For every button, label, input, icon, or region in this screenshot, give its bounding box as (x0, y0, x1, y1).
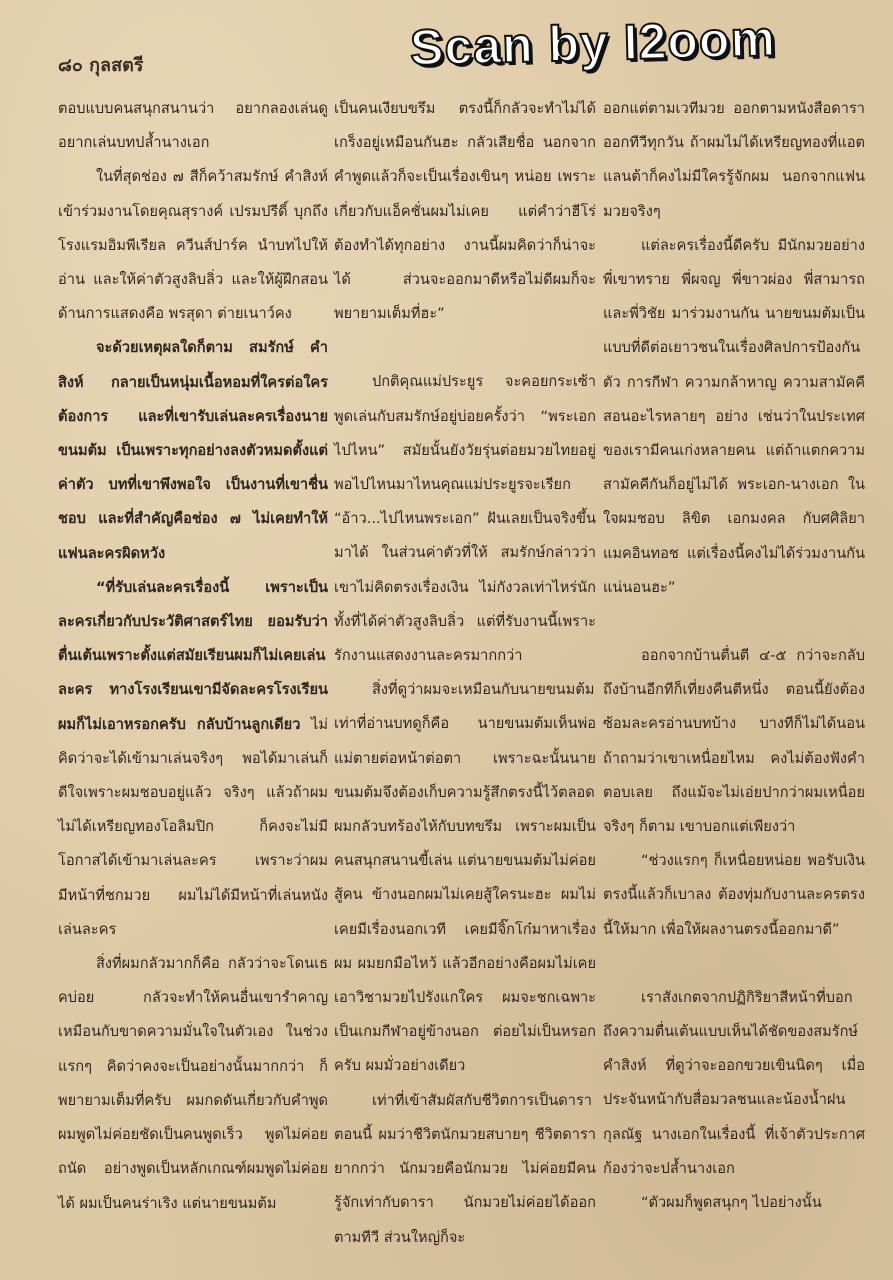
paragraph: สิ่งที่ผมกลัวมากก็คือ กลัวว่าจะโดนเธคบ่อย กลัวจะทำให้คนอื่นเขารำคาญ เหมือนกับขาดความมั่นใจในตัวเอง ในช่วงแรกๆ คิดว่าคงจะเป็นอย่างนั้นมากกว่า ก็พยายามเต็มที่ครับ ผมกดดันเกี่ยวกับคำพูด ผมพูดไม่ค่อยชัดเป็นคนพูดเร็ว พูดไม่ค่อยถนัด อย่างพูดเป็นหลักเกณฑ์ผมพูดไม่ค่อยได้ ผมเป็นคนร่าเริง แต่นายขนมต้ม (58, 955, 328, 1212)
scan-watermark: Scan by I2oom (409, 10, 777, 76)
quote-bold: “ที่รับเล่นละครเรื่องนี้ เพราะเป็นละครเกี่ยวกับประวัติศาสตร์ไทย ยอมรับว่าตื่นเต้นเพราะตั้งแต่สมัยเรียนผมก็ไม่เคยเล่นละคร ทางโรงเรียนเขามีจัดละครโรงเรียน ผมก็ไม่เอาหรอกครับ กลับบ้านลูกเดียว (58, 578, 328, 733)
paragraph: จะด้วยเหตุผลใดก็ตาม สมรักษ์ คำสิงห์ กลายเป็นหนุ่มเนื้อหอมที่ใครต่อใครต้องการ และที่เขารับเล่นละครเรื่องนายขนมต้ม เป็นเพราะทุกอย่างลงตัวหมดตั้งแต่ค่าตัว บทที่เขาพึงพอใจ เป็นงานที่เขาชื่นชอบ และที่สำคัญคือช่อง ๗ ไม่เคยทำให้แฟนละครผิดหวัง (58, 339, 328, 562)
paragraph: ออกแต่ตามเวทีมวย ออกตามหนังสือดาราออกทีวีทุกวัน ถ้าผมไม่ได้เหรียญทองที่แอตแลนต้าก็คงไม่มีใครรู้จักผม นอกจากแฟนมวยจริงๆ (603, 100, 865, 220)
paragraph: เป็นคนเงียบขรึม ตรงนี้ก็กลัวจะทำไม่ได้ เกร็งอยู่เหมือนกันฮะ กลัวเสียชื่อ นอกจากคำพูดแล้วก็จะเป็นเรื่องเขินๆ หน่อย เพราะเกี่ยวกับแอ็คชั่นผมไม่เคย แต่คำว่าฮีโร่ต้องทำได้ทุกอย่าง งานนี้ผมคิดว่าก็น่าจะได้ ส่วนจะออกมาดีหรือไม่ดีผมก็จะพยายามเต็มที่ฮะ” (334, 100, 596, 323)
paragraph: ตอบแบบคนสนุกสนานว่า อยากลองเล่นดู อยากเล่นบทปล้ำนางเอก (58, 100, 328, 152)
paragraph (58, 571, 328, 947)
paragraph: แต่ละครเรื่องนี้ดีครับ มีนักมวยอย่าง พี่เขาทราย พี่ผจญ พี่ขาวผ่อง พี่สามารถ และพี่วิชัย มาร่วมงานกัน นายขนมต้มเป็นแบบที่ดีต่อเยาวชนในเรื่องศิลปการป้องกันตัว การกีฬา ความกล้าหาญ ความสามัคคี สอนอะไรหลายๆ อย่าง เช่นว่าในประเทศของเรามีคนเก่งหลายคน แต่ถ้าแตกความสามัคคีกันก็อยู่ไม่ได้ พระเอก-นางเอก ในใจผมชอบ ลิขิต เอกมงคล กับศศิลิยา แมคอินทอช แต่เรื่องนี้คงไม่ได้ร่วมงานกันแน่นอนฮะ” (603, 236, 865, 596)
paragraph: ในที่สุดช่อง ๗ สีก็คว้าสมรักษ์ คำสิงห์ เข้าร่วมงานโดยคุณสุรางค์ เปรมปรีดิ์ บุกถึงโรงแรมอิมพีเรียล ควีนส์ปาร์ค นำบทไปให้อ่าน และให้ค่าตัวสูงลิบลิ่ว และให้ผู้ฝึกสอนด้านการแสดงคือ พรสุดา ต่ายเนาว์คง (58, 168, 328, 323)
text-column-1 (58, 92, 328, 1221)
paragraph: ปกติคุณแม่ประยูร จะคอยกระเซ้าพูดเล่นกับสมรักษ์อยู่บ่อยครั้งว่า “พระเอกไปไหน” สมัยนั้นยังวัยรุ่นต่อยมวยไทยอยู่ พอไปไหนมาไหนคุณแม่ประยูรจะเรียก “อ้าว...ไปไหนพระเอก” ฝันเลยเป็นจริงขึ้นมาได้ ในส่วนค่าตัวที่ให้ สมรักษ์กล่าวว่าเขาไม่คิดตรงเรื่องเงิน ไม่กังวลเท่าไหร่นัก ทั้งที่ได้ค่าตัวสูงลิบลิ่ว แต่ที่รับงานนี้เพราะรักงานแสดงงานละครมากกว่า (334, 373, 596, 665)
paragraph: ออกจากบ้านตื่นตี ๔-๕ กว่าจะกลับถึงบ้านอีกทีก็เที่ยงคืนตีหนึ่ง ตอนนี้ยังต้องซ้อมละครอ่านบทบ้าง บางทีก็ไม่ได้นอน ถ้าถามว่าเขาเหนื่อยไหม คงไม่ต้องฟังคำตอบเลย ถึงแม้จะไม่เอ่ยปากว่าผมเหนื่อยจริงๆ ก็ตาม เขาบอกแต่เพียงว่า (603, 647, 865, 836)
magazine-name: กุลสตรี (89, 55, 144, 76)
paragraph: เท่าที่เข้าสัมผัสกับชีวิตการเป็นดาราตอนนี้ ผมว่าชีวิตนักมวยสบายๆ ชีวิตดารายากกว่า นักมวยคือนักมวย ไม่ค่อยมีคนรู้จักเท่ากับดารา นักมวยไม่ค่อยได้ออกตามทีวี ส่วนใหญ่ก็จะ (334, 1091, 596, 1246)
paragraph: “ช่วงแรกๆ ก็เหนื่อยหน่อย พอรับเงินตรงนี้แล้วก็เบาลง ต้องทุ่มกับงานละครตรงนี้ให้มาก เพื่อให้ผลงานตรงนี้ออกมาดี” (603, 852, 865, 938)
text-column-3 (603, 92, 865, 1220)
paragraph: “ตัวผมก็พูดสนุกๆ ไปอย่างนั้น (640, 1194, 822, 1212)
quote-continued: ไม่คิดว่าจะได้เข้ามาเล่นจริงๆ พอได้มาเล่นก็ดีใจเพราะผมชอบอยู่แล้ว จริงๆ แล้วถ้าผมไม่ได้เหรียญทองโอลิมปิก ก็คงจะไม่มีโอกาสได้เข้ามาเล่นละคร เพราะว่าผมมีหน้าที่ชกมวย ผมไม่ได้มีหน้าที่เล่นหนังเล่นละคร (58, 715, 328, 938)
paragraph: เราสังเกตจากปฏิกิริยาสีหน้าที่บอกถึงความตื่นเต้นแบบเห็นได้ชัดของสมรักษ์ คำสิงห์ ที่ดูว่าจะออกขวยเขินนิดๆ เมื่อประจันหน้ากับสื่อมวลชนและน้องน้ำฝน กุลณัฐ นางเอกในเรื่องนี้ ที่เจ้าตัวประกาศก้องว่าจะปล้ำนางเอก (603, 988, 865, 1177)
text-column-2 (334, 92, 596, 1255)
paragraph: สิ่งที่ดูว่าผมจะเหมือนกับนายขนมต้ม เท่าที่อ่านบทดูก็คือ นายขนมต้มเห็นพ่อแม่ตายต่อหน้าต่อตา เพราะฉะนั้นนายขนมต้มจึงต้องเก็บความรู้สึกตรงนี้ไว้ตลอด ผมกลัวบทร้องไห้กับบทขรึม เพราะผมเป็นคนสนุกสนานขี้เล่น แต่นายขนมต้มไม่ค่อยสู้คน ข้างนอกผมไม่เคยสู้ใครนะฮะ ผมไม่เคยมีเรื่องนอกเวที เคยมีจิ๊กโก๋มาหาเรื่องผม ผมยกมือไหว้ แล้วอีกอย่างคือผมไม่เคยเอาวิชามวยไปรังแกใคร ผมจะชกเฉพาะเป็นเกมกีฬาอยู่ข้างนอก ต่อยไม่เป็นหรอกครับ ผมมั่วอย่างเดียว (334, 681, 596, 1075)
page-header (58, 50, 143, 79)
page-number: ๘๐ (58, 55, 83, 76)
